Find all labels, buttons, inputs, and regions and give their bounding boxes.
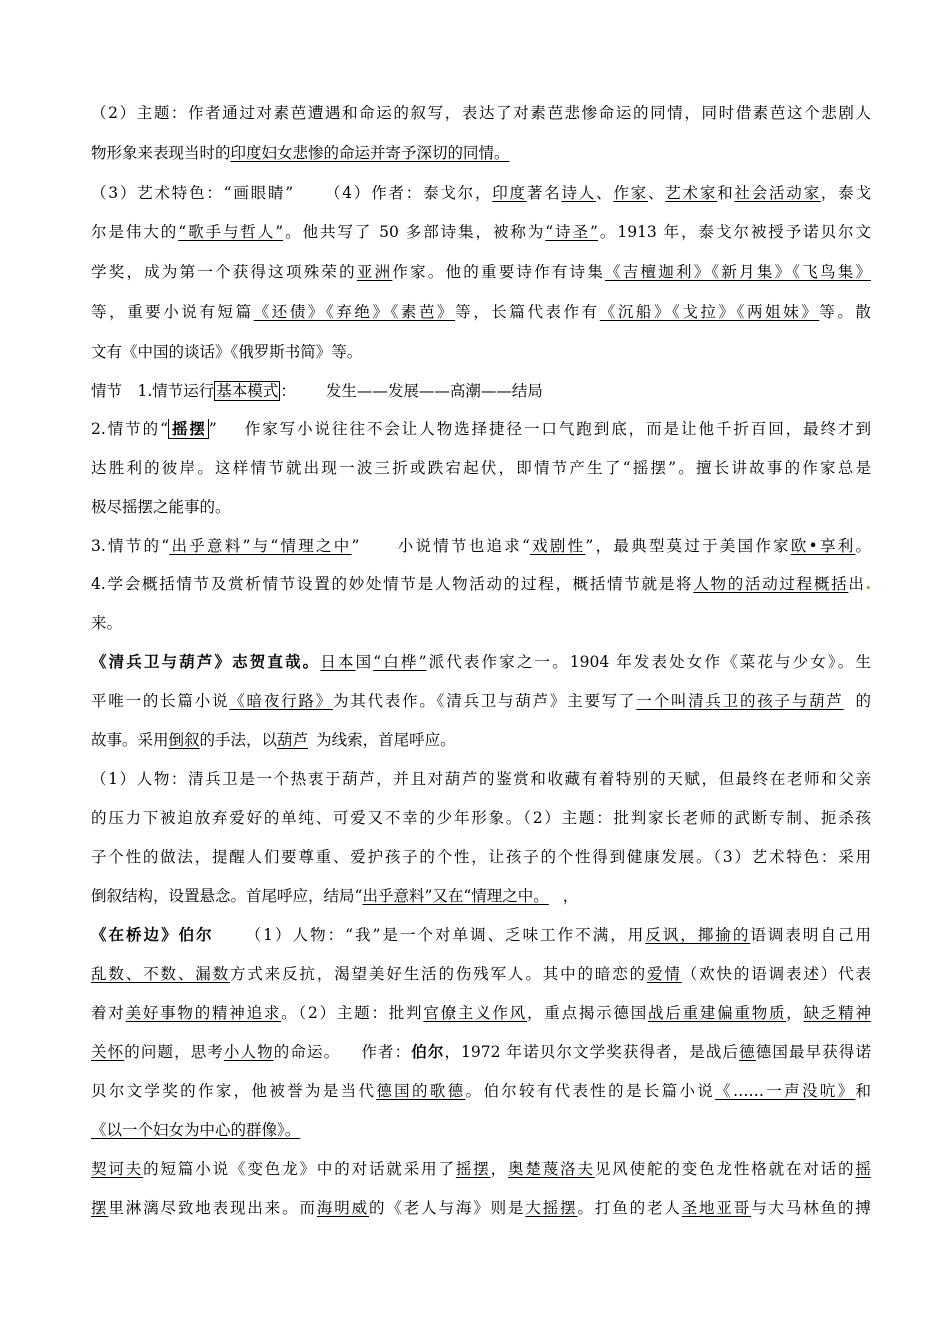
line-5: 学奖，成为第一个获得这项殊荣的亚洲作家。他的重要诗作有诗集《吉檀迦利》《新月集》《飞鸟集》 — [91, 263, 871, 281]
line-1: （2）主题：作者通过对素芭遭遇和命运的叙写，表达了对素芭悲惨命运的同情，同时借素芭这个悲剧人 — [91, 104, 871, 122]
line-18: （1）人物：清兵卫是一个热衷于葫芦，并且对葫芦的鉴赏和收藏有着特别的天赋，但最终在老师和父亲 — [91, 770, 871, 788]
line-4: 尔是伟大的“歌手与哲人”。他共写了 50 多部诗集，被称为“诗圣”。1913 年，泰戈尔被授予诺贝尔文 — [91, 223, 871, 241]
line-19: 的压力下被迫放弃爱好的单纯、可爱又不幸的少年形象。（2）主题：批判家长老师的武断专制、扼杀孩 — [91, 809, 871, 827]
line-28: 契诃夫的短篇小说《变色龙》中的对话就采用了摇摆，奥楚蔑洛夫见风使舵的变色龙性格就在对话的摇 — [91, 1160, 871, 1178]
line-2: 物形象来表现当时的印度妇女悲惨的命运并寄予深切的同情。 — [91, 144, 510, 162]
line-23: 乱数、不数、漏数方式来反抗，渴望美好生活的伤残军人。其中的暗恋的爱情（欢快的语调表述）代表 — [91, 965, 871, 983]
line-12: 3.情节的“出乎意料”与“情理之中” 小说情节也追求“戏剧性”，最典型莫过于美国作家欧•享利。 — [91, 537, 871, 555]
line-14: 来。 — [91, 614, 123, 632]
line-20: 子个性的做法，提醒人们要尊重、爱护孩子的个性，让孩子的个性得到健康发展。（3）艺术特色：采用 — [91, 848, 871, 866]
line-8: 情节 1.情节运行 基本模式 ： 发生——发展——高潮——结局 — [91, 382, 543, 400]
line-21: 倒叙结构，设置悬念。首尾呼应，结局“出乎意料”又在“情理之中。 ， — [91, 887, 579, 905]
line-26: 贝尔文学奖的作家，他被誉为是当代德国的歌德。伯尔较有代表性的是长篇小说《……一声没吭》和 — [91, 1082, 871, 1100]
line-11: 极尽摇摆之能事的。 — [91, 498, 231, 516]
line-25: 关怀的问题，思考小人物的命运。 作者：伯尔，1972 年诺贝尔文学奖获得者，是战后德德国最早获得诺 — [91, 1042, 871, 1061]
line-13: 4.学会概括情节及赏析情节设置的妙处情节是人物活动的过程，概括情节就是将人物的活动过程概括出. — [91, 574, 871, 593]
line-24: 着对美好事物的精神追求。（2）主题：批判官僚主义作风，重点揭示德国战后重建偏重物质，缺乏精神 — [91, 1004, 871, 1022]
line-15: 《清兵卫与葫芦》志贺直哉。日本国“白桦”派代表作家之一。1904 年发表处女作《菜花与少女》。生 — [91, 652, 871, 671]
line-10: 达胜利的彼岸。这样情节就出现一波三折或跌宕起伏，即情节产生了“摇摆”。擅长讲故事的作家总是 — [91, 459, 871, 477]
line-6: 等，重要小说有短篇《还债》《弃绝》《素芭》等，长篇代表作有《沉船》《戈拉》《两姐妹》等。散 — [91, 303, 871, 321]
line-7: 文有《中国的谈话》《俄罗斯书简》等。 — [91, 343, 363, 361]
line-16: 平唯一的长篇小说《暗夜行路》为其代表作。《清兵卫与葫芦》主要写了一个叫清兵卫的孩子与葫芦 的 — [91, 692, 871, 710]
line-3: （3）艺术特色：“画眼睛” （4）作者：泰戈尔，印度著名诗人、作家、艺术家和社会活动家，泰戈 — [91, 184, 871, 202]
line-27: 《以一个妇女为中心的群像》。 — [91, 1121, 301, 1139]
line-29: 摆里淋漓尽致地表现出来。而海明威的《老人与海》则是大摇摆。打鱼的老人圣地亚哥与大马林鱼的搏 — [91, 1199, 871, 1217]
line-22: 《在桥边》伯尔 （1）人物：“我”是一个对单调、乏味工作不满，用反讽，揶揄的语调表明自己用 — [91, 925, 871, 944]
line-9: 2.情节的“ 摇摆 ” 作家写小说往往不会让人物选择捷径一口气跑到底，而是让他千折百回，最终才到 — [91, 419, 871, 438]
line-17: 故事。采用倒叙的手法，以葫芦 为线索，首尾呼应。 — [91, 731, 456, 749]
